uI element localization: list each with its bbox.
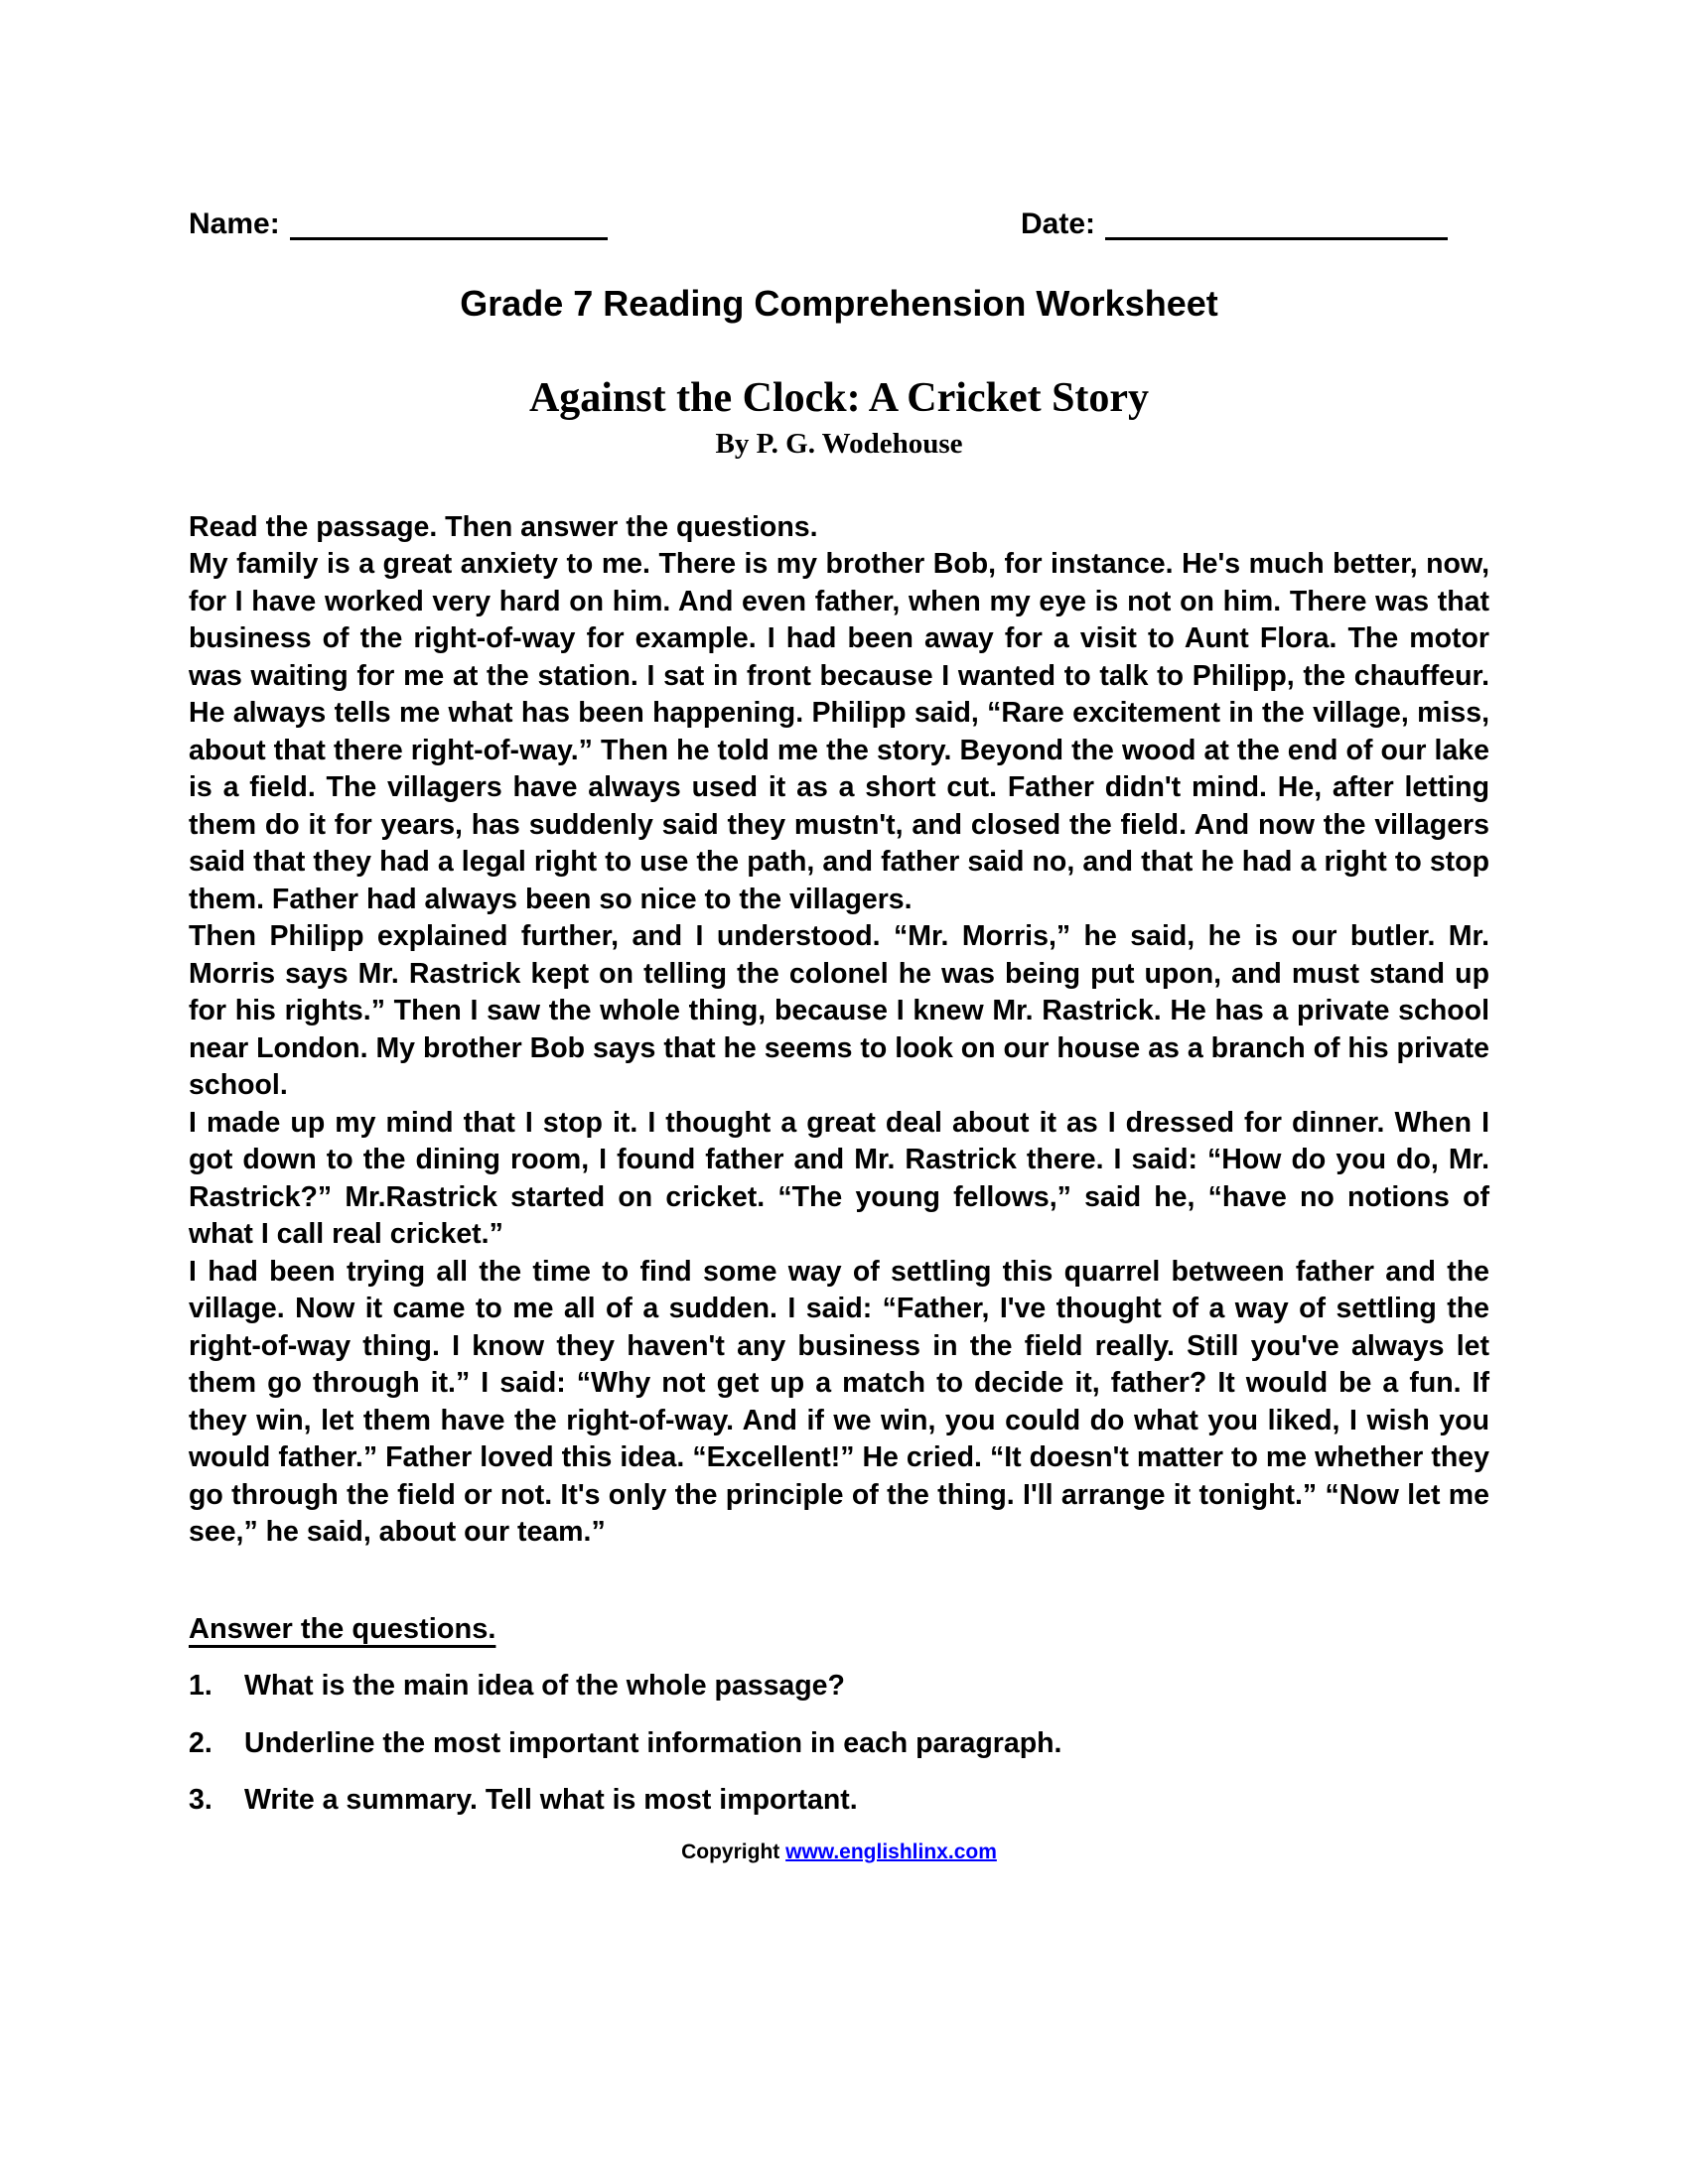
questions-list: [189, 1668, 1489, 1820]
question-item-2: [189, 1725, 1489, 1763]
question-item-1: [189, 1668, 1489, 1706]
name-blank-line[interactable]: [290, 204, 608, 240]
passage-section: [189, 509, 1489, 1552]
name-label: Name:: [189, 207, 280, 240]
date-label: Date:: [1020, 207, 1095, 240]
passage-paragraph-3: I made up my mind that I stop it. I thought a great deal about it as I dressed for dinner. When I got down to the dining room, I found father and Mr. Rastrick there. I said: “How do you do, Mr. Rastrick?” Mr.Rastrick started on cricket. “The young fellows,” said he, “have no notions of what I call real cricket.”: [189, 1106, 1489, 1251]
passage-instruction: Read the passage. Then answer the questions.: [189, 510, 818, 543]
question-item-3: [189, 1782, 1489, 1820]
englishlinx-link[interactable]: www.englishlinx.com: [785, 1840, 997, 1863]
question-text: Write a summary. Tell what is most important.: [244, 1784, 858, 1817]
question-text: What is the main idea of the whole passage?: [244, 1670, 845, 1703]
passage-paragraph-2: Then Philipp explained further, and I understood. “Mr. Morris,” he said, he is our butler. Mr. Morris says Mr. Rastrick kept on telling the colonel he was being put upon, and must stand up for his rights.” Then I saw the whole thing, because I knew Mr. Rastrick. He has a private school near London. My brother Bob says that he seems to look on our house as a branch of his private school.: [189, 920, 1489, 1102]
answer-questions-heading: Answer the questions.: [189, 1612, 496, 1645]
date-blank-line[interactable]: [1105, 204, 1448, 240]
name-field-group: [189, 204, 608, 240]
passage-paragraph-4: I had been trying all the time to find some way of settling this quarrel between father and the village. Now it came to me all of a sudden. I said: “Father, I've thought of a way of settling the right-of-way thing. I know they haven't any business in the field really. Still you've always let them go through it.” I said: “Why not get up a match to decide it, father? It would be a fun. If they win, let them have the right-of-way. And if we win, you could do what you liked, I wish you would father.” Father loved this idea. “Excellent!” He cried. “It doesn't matter to me whether they go through the field or not. It's only the principle of the thing. I'll arrange it tonight.” “Now let me see,” he said, about our team.”: [189, 1255, 1489, 1549]
story-byline: By P. G. Wodehouse: [715, 428, 963, 460]
question-number: 2.: [189, 1726, 212, 1759]
footer: [189, 1840, 1489, 1864]
date-field-group: [1021, 204, 1448, 240]
question-number: 3.: [189, 1784, 212, 1817]
story-title: Against the Clock: A Cricket Story: [528, 375, 1150, 421]
passage-paragraph-1: My family is a great anxiety to me. There is my brother Bob, for instance. He's much better, now, for I have worked very hard on him. And even father, when my eye is not on him. There was that business of the right-of-way for example. I had been away for a visit to Aunt Flora. The motor was waiting for me at the station. I sat in front because I wanted to talk to Philipp, the chauffeur. He always tells me what has been happening. Philipp said, “Rare excitement in the village, miss, about that there right-of-way.” Then he told me the story. Beyond the wood at the end of our lake is a field. The villagers have always used it as a short cut. Father didn't mind. He, after letting them do it for years, has suddenly said they mustn't, and closed the field. And now the villagers said that they had a legal right to use the path, and father said no, and that he had a right to stop them. Father had always been so nice to the villagers.: [189, 548, 1489, 915]
name-date-row: [189, 204, 1489, 240]
worksheet-title: Grade 7 Reading Comprehension Worksheet: [460, 283, 1218, 324]
copyright-label: Copyright: [681, 1840, 780, 1863]
question-number: 1.: [189, 1670, 212, 1703]
question-text: Underline the most important information in each paragraph.: [244, 1726, 1062, 1759]
